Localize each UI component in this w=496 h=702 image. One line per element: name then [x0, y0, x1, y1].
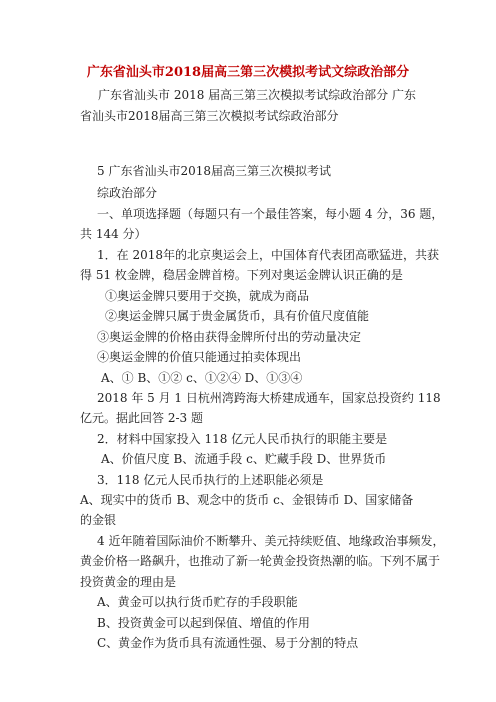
passage-line-1: 2018 年 5 月 1 日杭州湾跨海大桥建成通车，国家总投资约 118 [97, 391, 441, 405]
question-4-option-a: A、黄金可以执行货币贮存的手段职能 [97, 595, 298, 609]
question-1-answers: A、① B、①② c、①②④ D、①③④ [101, 371, 303, 385]
question-1-option-2: ②奥运金牌只属于贵金属货币，具有价值尺度值能 [105, 309, 370, 323]
question-1-line-1: 1．在 2018年的北京奥运会上，中国体育代表团高歌猛进，共获 [97, 248, 439, 262]
question-4-option-b: B、投资黄金可以起到保值、增值的作用 [97, 616, 310, 630]
passage-line-2: 亿元。据此回答 2-3 题 [80, 411, 203, 425]
question-1-option-3: ③奥运金牌的价格由获得金牌所付出的劳动量决定 [97, 330, 362, 344]
intro-line-2: 省汕头市2018届高三第三次模拟考试综政治部分 [80, 109, 339, 123]
document-title: 广东省汕头市2018届高三第三次模拟考试文综政治部分 [86, 65, 410, 80]
question-3-answers-line-2: 的金银 [80, 513, 117, 527]
question-3: 3．118 亿元人民币执行的上述职能必须是 [97, 473, 324, 487]
intro-line-1: 广东省汕头市 2018 届高三第三次模拟考试综政治部分 广东 [98, 88, 416, 102]
question-2-answers: A、价值尺度 B、流通手段 c、贮藏手段 D、世界货币 [101, 452, 387, 466]
subject-line: 综政治部分 [97, 186, 158, 200]
question-4-option-c: C、黄金作为货币具有流通性强、易于分割的特点 [97, 636, 359, 650]
question-4-line-3: 投资黄金的理由是 [80, 575, 177, 589]
question-1-option-1: ①奥运金牌只要用于交换，就成为商品 [105, 289, 310, 303]
question-4-line-2: 黄金价格一路飙升，也推动了新一轮黄金投资热潮的临。下列不属于 [80, 554, 441, 568]
section-1-heading-line-1: 一、单项选择题（每题只有一个最佳答案，每小题 4 分，36 题， [97, 207, 444, 221]
question-2: 2．材料中国家投入 118 亿元人民币执行的职能主要是 [97, 432, 388, 446]
question-3-answers-line-1: A、现实中的货币 B、观念中的货币 c、金银铸币 D、国家储备 [80, 493, 414, 507]
question-1-option-4: ④奥运金牌的价值只能通过拍卖体现出 [97, 350, 302, 364]
question-4-line-1: 4 近年随着国际油价不断攀升、美元持续贬值、地缘政治事频发， [97, 534, 445, 548]
section-1-heading-line-2: 共 144 分） [80, 227, 147, 241]
question-1-line-2: 得 51 枚金牌，稳居金牌首榜。下列对奥运金牌认识正确的是 [80, 268, 403, 282]
header-number-line: 5 广东省汕头市2018届高三第三次模拟考试 [97, 164, 331, 178]
